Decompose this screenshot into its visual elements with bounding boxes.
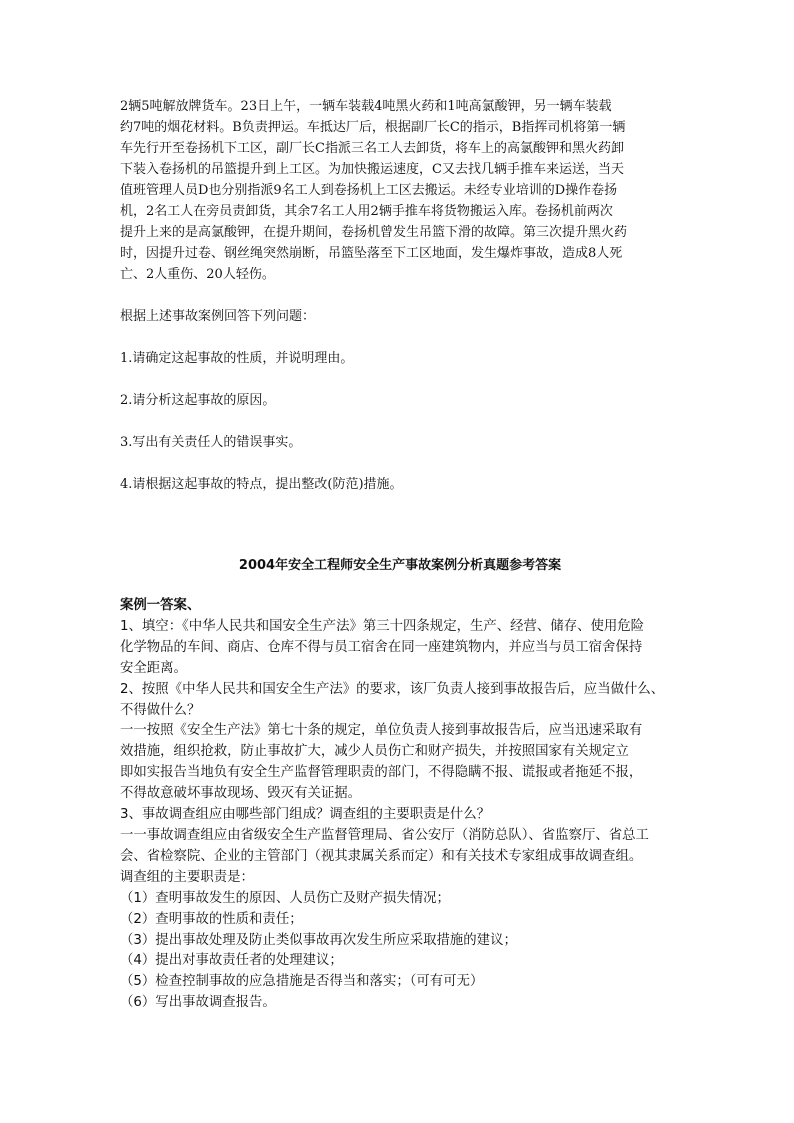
answer-line: 不得故意破坏事故现场、毁灭有关证据。	[120, 786, 362, 802]
answer-line: （2）查明事故的性质和责任；	[120, 911, 303, 927]
answer-line: 效措施，组织抢救，防止事故扩大，减少人员伤亡和财产损失，并按照国家有关规定立	[120, 744, 629, 760]
case-line: 机，2名工人在旁员责卸货，其余7名工人用2辆手推车将货物搬运入库。卷扬机前两次	[120, 204, 613, 219]
answer-line: 不得做什么？	[120, 702, 201, 718]
case-line: 提升上来的是高氯酸钾，在提升期间，卷扬机曾发生吊篮下滑的故障。第三次提升黑火药	[120, 225, 628, 240]
answer-line: 安全距离。	[120, 660, 187, 676]
questions-prompt: 根据上述事故案例回答下列问题：	[120, 309, 316, 324]
case-line: 车先行开至卷扬机下工区，副厂长C指派三名工人去卸货，将车上的高氯酸钾和黑火药卸	[120, 141, 624, 156]
case-line: 值班管理人员D也分别指派9名工人到卷扬机上工区去搬运。未经专业培训的D操作卷扬	[120, 183, 618, 198]
question-1: 1.请确定这起事故的性质，并说明理由。	[120, 351, 354, 366]
answer-line: 会、省检察院、企业的主管部门（视其隶属关系而定）和有关技术专家组成事故调查组。	[120, 848, 643, 864]
answer-line: 化学物品的车间、商店、仓库不得与员工宿舍在同一座建筑物内，并应当与员工宿舍保持	[120, 639, 643, 655]
case-line: 时，因提升过卷、钢丝绳突然崩断，吊篮坠落至下工区地面，发生爆炸事故，造成8人死	[120, 246, 623, 261]
case-line: 约7吨的烟花材料。B负责押运。车抵达厂后，根据副厂长C的指示，B指挥司机将第一辆	[120, 120, 626, 135]
question-4: 4.请根据这起事故的特点，提出整改(防范)措施。	[120, 477, 403, 492]
answer-line: 3、事故调查组应由哪些部门组成？调查组的主要职责是什么？	[120, 807, 491, 823]
answer-line: （5）检查控制事故的应急措施是否得当和落实；（可有可无）	[120, 974, 484, 990]
case-line: 亡、2人重伤、20人轻伤。	[120, 267, 275, 282]
answer-line: 一一事故调查组应由省级安全生产监督管理局、省公安厅（消防总队）、省监察厅、省总工	[120, 827, 649, 843]
answer-line: （3）提出事故处理及防止类似事故再次发生所应采取措施的建议；	[120, 932, 517, 948]
answer-line: 即如实报告当地负有安全生产监督管理职责的部门，不得隐瞒不报、谎报或者拖延不报，	[120, 765, 643, 781]
answer-title: 2004年安全工程师安全生产事故案例分析真题参考答案	[238, 558, 562, 573]
case-line: 下装入卷扬机的吊篮提升到上工区。为加快搬运速度，C又去找几辆手推车来运送，当天	[120, 162, 624, 177]
answer-section	[120, 596, 692, 1014]
answer-line: 1、填空：《中华人民共和国安全生产法》第三十四条规定，生产、经营、储存、使用危险	[120, 618, 645, 634]
answer-line: （6）写出事故调查报告。	[120, 995, 276, 1011]
answer-line: （4）提出对事故责任者的处理建议；	[120, 953, 343, 969]
answer-line: （1）查明事故发生的原因、人员伤亡及财产损失情况；	[120, 890, 450, 906]
answer-line: 2、按照《中华人民共和国安全生产法》的要求，该厂负责人接到事故报告后，应当做什么、	[120, 681, 665, 697]
answer-heading: 案例一答案、	[120, 598, 201, 613]
question-2: 2.请分析这起事故的原因。	[120, 393, 276, 408]
question-3: 3.写出有关责任人的错误事实。	[120, 435, 302, 450]
case-line: 2辆5吨解放牌货车。23日上午，一辆车装载4吨黑火药和1吨高氯酸钾，另一辆车装载	[120, 99, 612, 114]
answer-line: 调查组的主要职责是：	[120, 869, 254, 885]
answer-line: 一一按照《安全生产法》第七十条的规定，单位负责人接到事故报告后，应当迅速采取有	[120, 723, 643, 739]
case-description	[120, 96, 680, 495]
